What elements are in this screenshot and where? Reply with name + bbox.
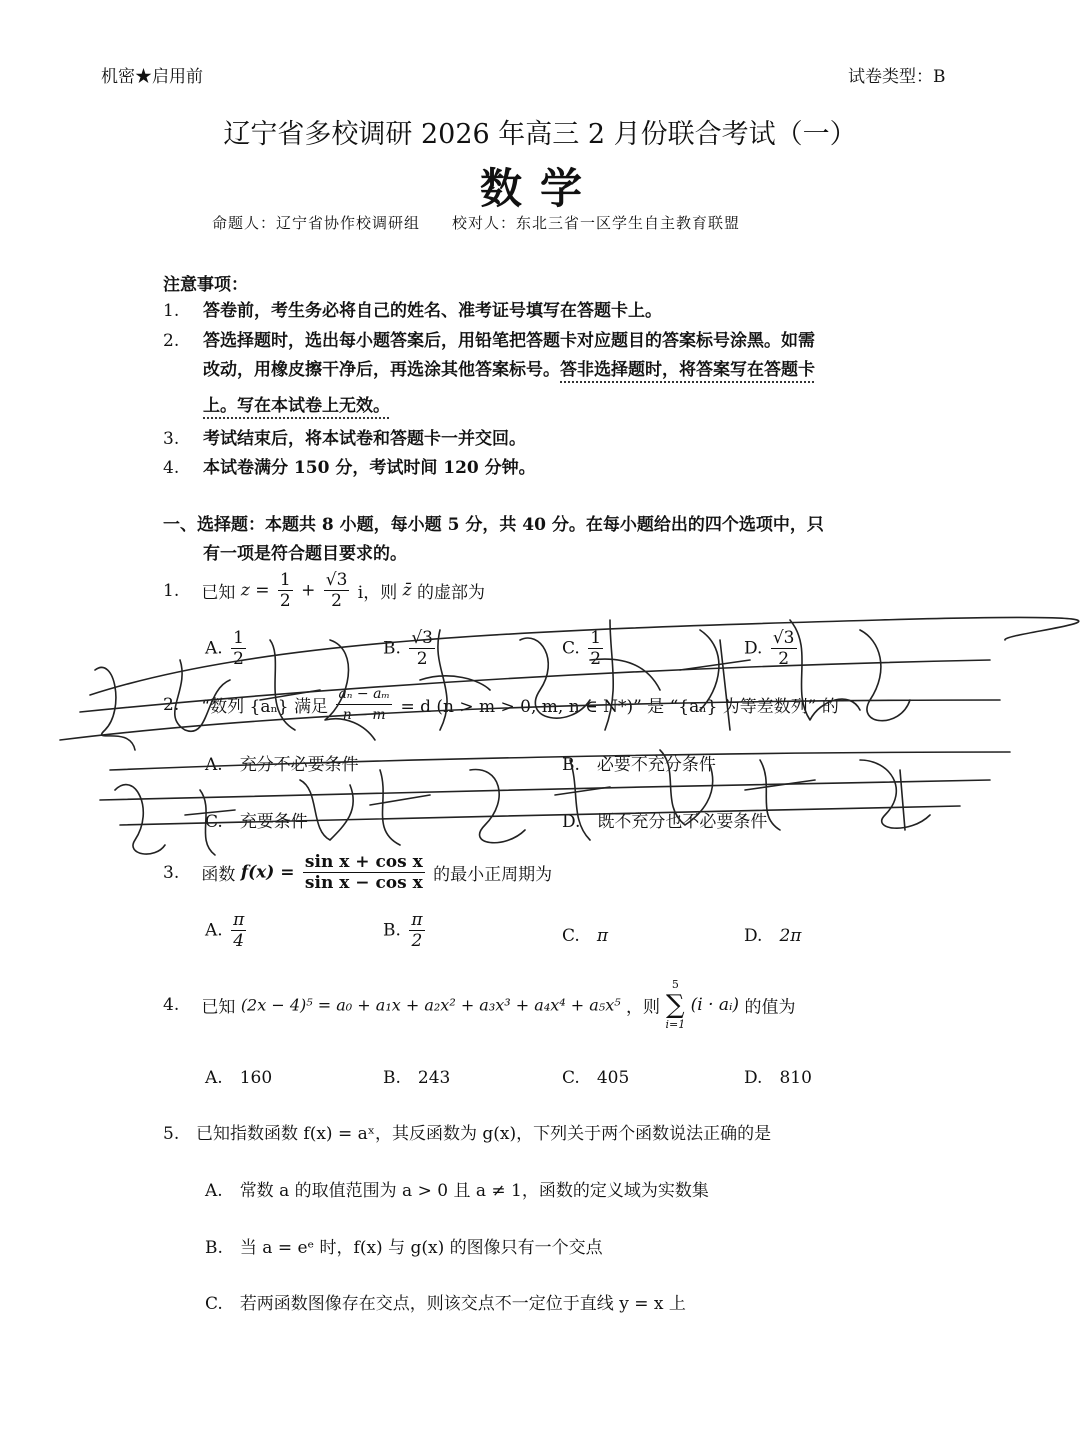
option-label: A. [205, 920, 223, 941]
scribble-stroke [590, 620, 660, 730]
denominator: sin x − cos x [304, 873, 423, 893]
math-var: z̄ [402, 580, 412, 601]
confidential-label: 机密★启用前 [101, 67, 203, 87]
numerator: √3 [772, 628, 795, 648]
question-text: 的虚部为 [417, 583, 486, 603]
note-number: 1. [163, 301, 180, 321]
note-number: 2. [163, 331, 180, 351]
denominator: 2 [279, 591, 291, 611]
denominator: 4 [233, 931, 245, 951]
option-label: D. [744, 638, 763, 659]
note-text: 改动，用橡皮擦干净后，再选涂其他答案标号。 [203, 360, 560, 380]
question-text: = d (n > m > 0, m, n ∈ N*)” 是 “{aₙ} 为等差数列” 的 [400, 697, 839, 717]
option-text: π [596, 926, 608, 946]
math-op: = [255, 580, 270, 601]
option-label: D. [744, 926, 763, 946]
option-label: B. [562, 755, 580, 775]
numerator: π [233, 910, 245, 930]
option-text: 243 [417, 1068, 451, 1088]
notes-heading: 注意事项： [163, 275, 248, 295]
question-number: 1. [163, 580, 180, 601]
question-text: ，则 [626, 997, 661, 1018]
note-number: 4. [163, 458, 180, 478]
scribble-stroke [745, 760, 815, 830]
note-text: 答选择题时，选出每小题答案后，用铅笔把答题卡对应题目的答案标号涂黑。如需 [203, 331, 815, 351]
option-text: 2π [779, 926, 802, 946]
question-text: 的值为 [744, 997, 796, 1018]
scribble-stroke [470, 770, 525, 843]
option-label: C. [205, 1294, 223, 1314]
option-label: D. [562, 812, 581, 832]
question-number: 5. [163, 1124, 180, 1144]
scribble-stroke [555, 760, 610, 840]
question-text: 已知 [201, 583, 236, 603]
sum-lower: i=1 [665, 1018, 686, 1031]
option-label: C. [562, 1068, 580, 1088]
option-label: A. [205, 755, 223, 775]
question-text: 的最小正周期为 [433, 865, 553, 885]
numerator: sin x + cos x [304, 852, 423, 872]
option-text: 810 [779, 1068, 812, 1088]
paper-type-label: 试卷类型：B [848, 67, 946, 87]
option-label: D. [744, 1068, 763, 1088]
math-op: + [301, 580, 316, 601]
math-expr: (2x − 4)⁵ = a₀ + a₁x + a₂x² + a₃x³ + a₄x⁴ + a₅x⁵ [240, 995, 621, 1015]
denominator: 2 [233, 649, 244, 669]
option-label: B. [383, 920, 401, 941]
scribble-stroke [860, 630, 910, 721]
scribble-stroke [660, 750, 713, 825]
math-var: z [240, 580, 250, 601]
question-text: 函数 [201, 865, 236, 885]
option-label: A. [205, 638, 223, 659]
option-label: C. [205, 812, 223, 832]
scribble-stroke [95, 667, 135, 750]
denominator: n − m [342, 707, 386, 723]
denominator: 2 [778, 649, 790, 669]
note-text: 本试卷满分 150 分，考试时间 120 分钟。 [203, 458, 536, 478]
note-emphasis-text: 上。写在本试卷上无效。 [203, 396, 390, 416]
question-text: 已知指数函数 f(x) = aˣ，其反函数为 g(x)，下列关于两个函数说法正确的是 [196, 1124, 772, 1144]
math-expr: (i · aᵢ) [690, 995, 740, 1015]
numerator: 1 [279, 570, 291, 590]
scribble-stroke [680, 630, 750, 730]
note-number: 3. [163, 429, 180, 449]
option-label: A. [205, 1068, 223, 1088]
option-label: B. [383, 1068, 401, 1088]
sum-sign: ∑ [666, 990, 685, 1020]
math-expr: f(x) = [240, 862, 295, 883]
question-text: i，则 [357, 583, 398, 603]
denominator: 2 [590, 649, 602, 669]
denominator: 2 [411, 931, 423, 951]
numerator: √3 [325, 570, 348, 590]
scribble-stroke [790, 620, 860, 720]
option-text: 当 a = eᵉ 时，f(x) 与 g(x) 的图像只有一个交点 [239, 1238, 603, 1258]
option-text: 充要条件 [239, 812, 308, 832]
scribble-stroke [860, 760, 930, 830]
scribble-stroke [110, 752, 1010, 770]
sum-upper: 5 [671, 978, 679, 991]
option-text: 405 [596, 1068, 630, 1088]
option-text: 若两函数图像存在交点，则该交点不一定位于直线 y = x 上 [239, 1294, 686, 1314]
scribble-stroke [115, 785, 165, 854]
note-text: 答卷前，考生务必将自己的姓名、准考证号填写在答题卡上。 [203, 301, 662, 321]
denominator: 2 [416, 649, 428, 669]
scribble-stroke [90, 617, 1079, 695]
question-number: 3. [163, 862, 180, 883]
numerator: 1 [590, 628, 602, 648]
note-text: 考试结束后，将本试卷和答题卡一并交回。 [203, 429, 526, 449]
section-heading-cont: 有一项是符合题目要求的。 [203, 544, 407, 564]
exam-title: 辽宁省多校调研 2026 年高三 2 月份联合考试（一） [223, 119, 857, 150]
numerator: π [411, 910, 423, 930]
question-text: 已知 [201, 997, 236, 1018]
option-label: A. [205, 1181, 223, 1201]
option-text: 常数 a 的取值范围为 a > 0 且 a ≠ 1，函数的定义域为实数集 [239, 1181, 709, 1201]
scribble-stroke [300, 780, 353, 840]
option-label: C. [562, 926, 580, 946]
question-number: 2. [163, 694, 180, 715]
scribble-stroke [60, 700, 1000, 740]
question-number: 4. [163, 995, 180, 1015]
option-label: B. [383, 638, 401, 659]
authors-line: 命题人：辽宁省协作校调研组 校对人：东北三省一区学生自主教育联盟 [212, 214, 741, 232]
note-emphasis-text: 答非选择题时，将答案写在答题卡 [560, 360, 815, 380]
scribble-stroke [100, 780, 990, 800]
numerator: aₙ − aₘ [336, 684, 392, 705]
option-text: 160 [239, 1068, 273, 1088]
option-label: C. [562, 638, 580, 659]
option-text: 既不充分也不必要条件 [597, 812, 768, 832]
question-text: “数列 {aₙ} 满足 [201, 697, 329, 717]
option-text: 充分不必要条件 [239, 755, 359, 775]
denominator: 2 [331, 591, 342, 611]
section-heading: 一、选择题：本题共 8 小题，每小题 5 分，共 40 分。在每小题给出的四个选项中，只 [163, 515, 824, 535]
numerator: 1 [233, 628, 244, 648]
option-text: 必要不充分条件 [596, 755, 716, 775]
option-label: B. [205, 1238, 223, 1258]
numerator: √3 [411, 628, 433, 648]
scribble-stroke [120, 806, 960, 825]
subject-title: 数学 [479, 164, 600, 213]
scribble-stroke [370, 770, 430, 845]
